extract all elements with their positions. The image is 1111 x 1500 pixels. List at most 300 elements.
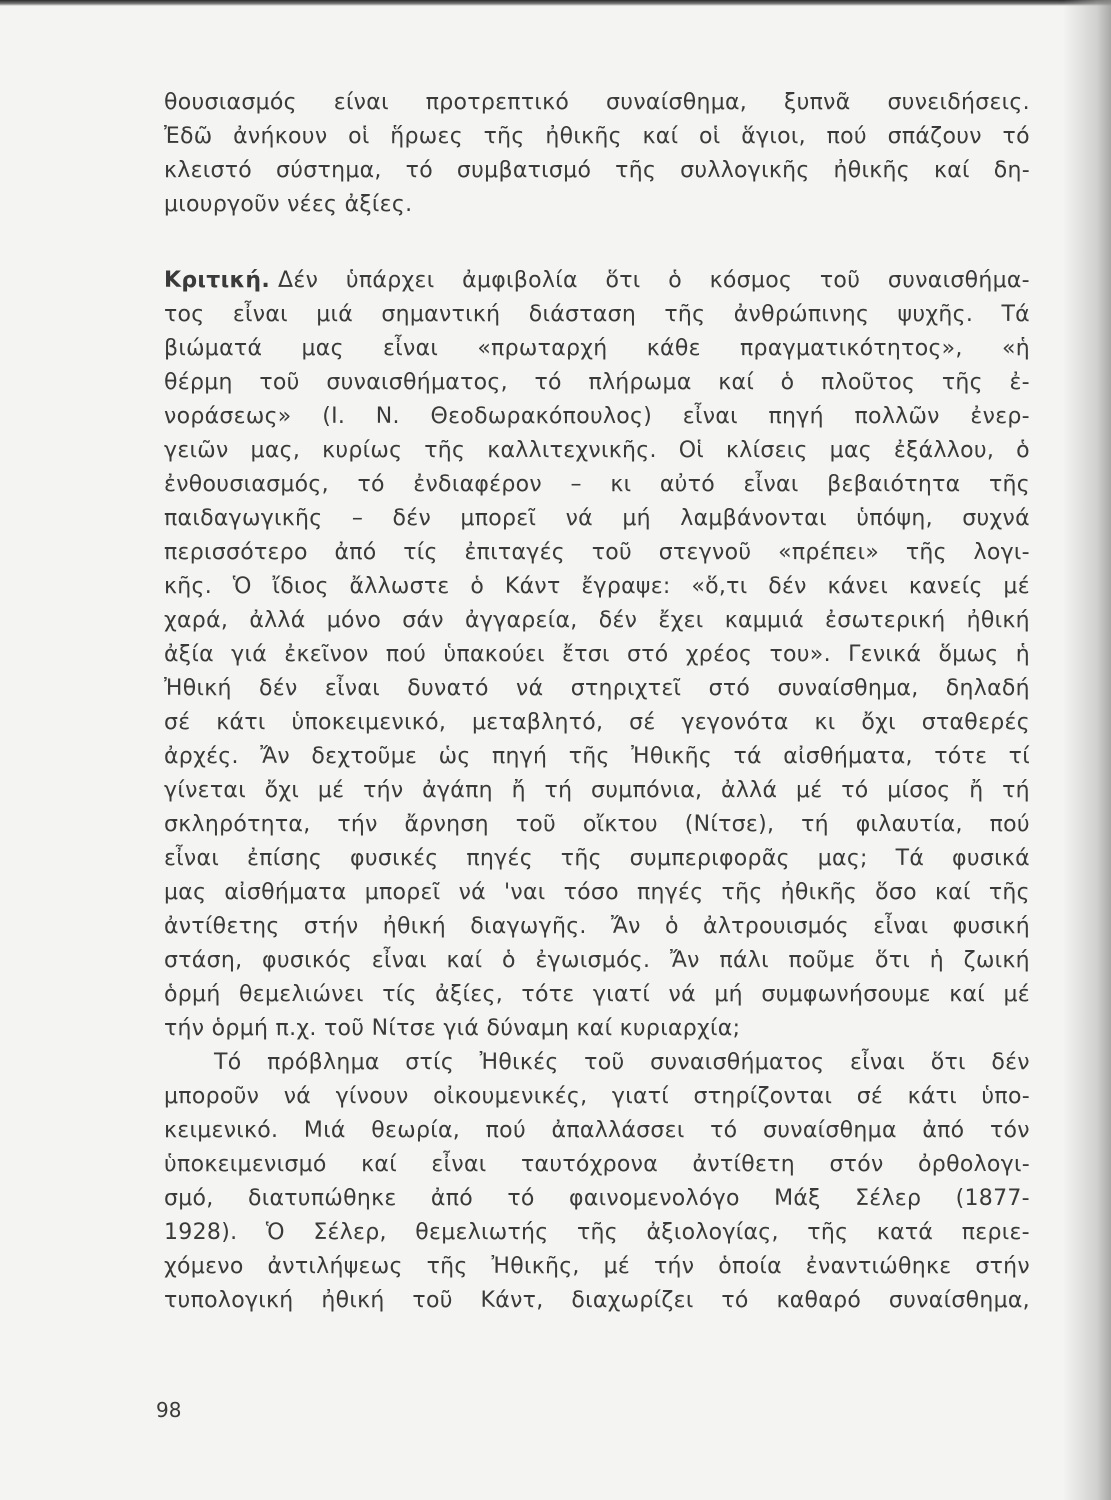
word: συναισθήματος, xyxy=(326,370,508,395)
word: συναισθήματος xyxy=(650,1050,825,1075)
word: ὡς xyxy=(438,744,471,769)
word: δυνατό xyxy=(407,676,489,701)
text-line xyxy=(164,706,1030,740)
word: συναίσθημα, xyxy=(777,676,919,701)
word: θεμελιώνει xyxy=(239,982,364,1007)
word: Ἄν xyxy=(610,914,641,939)
text-line xyxy=(164,1080,1030,1114)
page-number: 98 xyxy=(156,1398,182,1422)
word: τοῦ xyxy=(819,268,861,293)
word: εἶναι xyxy=(431,1152,487,1177)
word: ἐ- xyxy=(1009,370,1030,395)
word: βιώματά xyxy=(164,336,263,361)
word: νά xyxy=(668,982,696,1007)
word: πού xyxy=(989,812,1030,837)
word: Δέν xyxy=(278,268,319,293)
word: πρόβλημα xyxy=(267,1050,380,1075)
word: περισσότερο xyxy=(164,540,308,565)
word: συναίσθημα, xyxy=(606,90,748,115)
word: καί xyxy=(933,158,970,183)
critique-first-line xyxy=(278,264,1030,298)
word: πηγές xyxy=(636,880,704,905)
word: χρέος xyxy=(685,642,753,667)
word: γιά xyxy=(231,642,268,667)
word: ὁ xyxy=(470,574,485,599)
word: φυσικά xyxy=(952,846,1030,871)
word: γίνουν xyxy=(335,1084,409,1109)
word: εἶναι xyxy=(232,302,288,327)
word: κι xyxy=(610,472,632,497)
word: Τά xyxy=(1001,302,1030,327)
word: διάσταση xyxy=(528,302,637,327)
word: στό xyxy=(708,676,751,701)
word: ἀγγαρεία, xyxy=(465,608,578,633)
word: τά xyxy=(733,744,762,769)
word: ὑπόψη, xyxy=(856,506,933,531)
word: ἀξιολογίας, xyxy=(646,1220,779,1245)
word: θεωρία, xyxy=(371,1118,461,1143)
word: πηγές xyxy=(466,846,533,871)
word: καί xyxy=(949,982,986,1007)
text-line xyxy=(164,400,1030,434)
word: Ἠθικές xyxy=(479,1050,559,1075)
word: Ἄν xyxy=(669,948,700,973)
word: γιατί xyxy=(611,1084,670,1109)
word: ἴδιος xyxy=(272,574,329,599)
word: νοράσεως» xyxy=(164,404,292,429)
word: τυπολογική xyxy=(164,1288,294,1313)
word: πάλι xyxy=(719,948,769,973)
word: ὑπο- xyxy=(981,1084,1030,1109)
word: Ἠθικῆς xyxy=(631,744,713,769)
word: «ὅ,τι xyxy=(691,574,748,599)
word: στάση, xyxy=(164,948,243,973)
word: ἤ xyxy=(969,778,984,803)
word: καί xyxy=(934,880,971,905)
word: τή xyxy=(801,812,829,837)
word: γεγονότα xyxy=(681,710,789,735)
word: συμφωνήσουμε xyxy=(761,982,931,1007)
word: ἠθική xyxy=(382,914,447,939)
word: ἠθικῆς xyxy=(833,158,910,183)
word: τοῦ xyxy=(584,1050,625,1075)
text-line xyxy=(164,154,1030,188)
word: Σέλερ xyxy=(855,1186,922,1211)
word: μή xyxy=(622,506,651,531)
word: Κάντ, xyxy=(480,1288,544,1313)
word: διατυπώθηκε xyxy=(247,1186,397,1211)
text-line xyxy=(164,1148,1030,1182)
word: συχνά xyxy=(962,506,1030,531)
word: τό xyxy=(721,1288,749,1313)
word: εἶναι xyxy=(743,472,799,497)
word: ὁ xyxy=(1016,438,1030,463)
word: συνειδήσεις. xyxy=(887,90,1030,115)
word: πλήρωμα xyxy=(588,370,692,395)
text-line xyxy=(164,1284,1030,1318)
word: αὐτό xyxy=(659,472,716,497)
text-line: τήν ὁρμή π.χ. τοῦ Νίτσε γιά δύναμη καί κυριαρχία; xyxy=(164,1016,741,1041)
word: «ἡ xyxy=(1001,336,1030,361)
word: μίσος xyxy=(887,778,951,803)
word: ἐναντιώθηκε xyxy=(805,1254,952,1279)
word: σπάζουν xyxy=(887,124,982,149)
word: φυσικές xyxy=(350,846,439,871)
text-line xyxy=(164,570,1030,604)
word: νά xyxy=(283,1084,312,1109)
word: βεβαιότητα xyxy=(827,472,961,497)
word: καθαρό xyxy=(776,1288,862,1313)
word: τῆς xyxy=(560,846,602,871)
word: τῆς xyxy=(576,1220,618,1245)
word: νά xyxy=(565,506,593,531)
word: ἀρχές. xyxy=(164,744,239,769)
word: μεταβλητό, xyxy=(471,710,604,735)
word: κόσμος xyxy=(709,268,793,293)
word: ὅσο xyxy=(875,880,917,905)
word: οἴκτου xyxy=(582,812,658,837)
word: τῆς xyxy=(615,158,657,183)
word: ὅτι xyxy=(930,1050,966,1075)
word: ὅμως xyxy=(938,642,999,667)
word: ἀνθρώπινης xyxy=(733,302,870,327)
word: τος xyxy=(164,302,205,327)
word: στήν xyxy=(303,914,359,939)
word: στό xyxy=(627,642,669,667)
paragraph-gap xyxy=(164,222,1030,264)
word: μας xyxy=(301,336,344,361)
word: συναίσθημα, xyxy=(888,1288,1030,1313)
text-line xyxy=(164,910,1030,944)
binding-shadow xyxy=(1063,0,1111,1500)
word: εἶναι xyxy=(873,914,929,939)
word: Ὁ xyxy=(232,574,252,599)
word: τῆς xyxy=(483,124,525,149)
word: Γενικά xyxy=(848,642,922,667)
text-line xyxy=(164,842,1030,876)
word: ἀνήκουν xyxy=(233,124,328,149)
word: θέρμη xyxy=(164,370,233,395)
word: φαινομενολόγο xyxy=(569,1186,740,1211)
word: γίνεται xyxy=(164,778,246,803)
word: δέν xyxy=(392,506,432,531)
word: δέν xyxy=(259,676,298,701)
word: ἐνδιαφέρον xyxy=(413,472,542,497)
word: τότε xyxy=(934,744,988,769)
word: ἔχει xyxy=(658,608,704,633)
word: ἀξίες, xyxy=(435,982,503,1007)
word: ἄλλωστε xyxy=(349,574,450,599)
word: κάτι xyxy=(216,710,266,735)
word: (Νίτσε), xyxy=(684,812,775,837)
word: νά xyxy=(516,676,544,701)
word: ξυπνᾶ xyxy=(784,90,851,115)
word: ἀπό xyxy=(922,1118,965,1143)
word: τῆς xyxy=(424,438,466,463)
text-line xyxy=(164,1250,1030,1284)
word: δεχτοῦμε xyxy=(311,744,418,769)
word: σέ xyxy=(856,1084,884,1109)
word: καλλιτεχνικῆς. xyxy=(487,438,657,463)
text-line xyxy=(164,86,1030,120)
word: πηγή xyxy=(491,744,548,769)
word: συναισθήμα- xyxy=(887,268,1030,293)
word: εἶναι xyxy=(682,404,738,429)
text-line xyxy=(164,638,1030,672)
word: ἔτσι xyxy=(562,642,610,667)
word: Ἐδῶ xyxy=(164,124,213,149)
word: μέ xyxy=(1003,982,1030,1007)
word: ὁρμή xyxy=(164,982,221,1007)
word: δέν xyxy=(598,608,638,633)
word: καί xyxy=(718,370,755,395)
word: ὄχι xyxy=(861,710,896,735)
word: τοῦ xyxy=(412,1288,453,1313)
word: ἐπίσης xyxy=(246,846,323,871)
word: ἤ xyxy=(511,778,526,803)
word: πηγή xyxy=(768,404,824,429)
word: καί xyxy=(446,948,483,973)
word: ἐκεῖνον xyxy=(284,642,369,667)
word: μας, xyxy=(250,438,301,463)
text-line xyxy=(164,1046,1030,1080)
word: του». xyxy=(769,642,831,667)
word: τό xyxy=(710,1118,738,1143)
word: τόσο xyxy=(563,880,619,905)
word: ὀρθολογι- xyxy=(918,1152,1030,1177)
word: τῆς xyxy=(988,880,1030,905)
word: καί xyxy=(361,1152,397,1177)
word: κυρίως xyxy=(322,438,403,463)
word: ὑποκειμενικό, xyxy=(291,710,447,735)
word: ἀλλά xyxy=(721,778,778,803)
word: ἀγάπη xyxy=(422,778,493,803)
word: προτρεπτικό xyxy=(425,90,570,115)
word: οἰκουμενικές, xyxy=(433,1084,588,1109)
word: πού xyxy=(485,1118,526,1143)
word: ἀλλά xyxy=(249,608,306,633)
word: τό xyxy=(534,370,562,395)
word: ψυχῆς. xyxy=(897,302,974,327)
word: κλειστό xyxy=(164,158,253,183)
word: αἰσθήματα, xyxy=(783,744,913,769)
word: ἠθική xyxy=(966,608,1030,633)
word: λαμβάνονται xyxy=(680,506,827,531)
word: Ἄν xyxy=(260,744,290,769)
text-line xyxy=(164,808,1030,842)
word: κλίσεις xyxy=(726,438,808,463)
word: συμπόνια, xyxy=(591,778,703,803)
word: τῆς xyxy=(721,880,763,905)
word: σταθερές xyxy=(921,710,1030,735)
word: μόνο xyxy=(326,608,382,633)
word: πολλῶν xyxy=(854,404,940,429)
word: ἠθικῆς xyxy=(780,880,858,905)
word: ἀξία xyxy=(164,642,214,667)
word: καί xyxy=(642,124,679,149)
text-line xyxy=(164,502,1030,536)
word: ὅτι xyxy=(875,948,911,973)
text-line xyxy=(164,264,1030,298)
word: παιδαγωγικῆς xyxy=(164,506,323,531)
word: ὁ xyxy=(502,948,516,973)
word: φυσικός xyxy=(262,948,353,973)
word: αἰσθήματα xyxy=(224,880,347,905)
word: 'ναι xyxy=(504,880,546,905)
word: οἱ xyxy=(699,124,721,149)
word: Ν. xyxy=(375,404,400,429)
word: γειῶν xyxy=(164,438,229,463)
word: τό xyxy=(841,778,869,803)
text-line xyxy=(164,604,1030,638)
word: σέ xyxy=(629,710,656,735)
word: ἀλτρουισμός xyxy=(703,914,850,939)
word: ἀντιλήψεως xyxy=(267,1254,403,1279)
word: ὁ xyxy=(665,914,679,939)
critique-heading: Κριτική. xyxy=(164,268,271,293)
text-line: μιουργοῦν νέες ἀξίες. xyxy=(164,192,413,217)
word: τότε xyxy=(521,982,575,1007)
word: ταυτόχρονα xyxy=(520,1152,659,1177)
word: ἡ xyxy=(1015,642,1030,667)
word: ἠθική xyxy=(321,1288,385,1313)
word: ἔγραψε: xyxy=(581,574,671,599)
word: τό xyxy=(357,472,385,497)
word: ζωική xyxy=(963,948,1030,973)
word: ὁποία xyxy=(718,1254,782,1279)
word: κάθε xyxy=(646,336,701,361)
word: θουσιασμός xyxy=(164,90,297,115)
word: θεμελιωτής xyxy=(415,1220,549,1245)
word: χαρά, xyxy=(164,608,229,633)
word: σάν xyxy=(402,608,444,633)
word: Τό xyxy=(214,1050,242,1075)
word: ἐσωτερική xyxy=(825,608,946,633)
word: ἐπιταγές xyxy=(464,540,566,565)
word: Θεοδωρακόπουλος) xyxy=(430,404,653,429)
word: ἀπό xyxy=(430,1186,474,1211)
word: συλλογικῆς xyxy=(680,158,810,183)
text-line xyxy=(164,876,1030,910)
word: τῆς xyxy=(664,302,706,327)
word: μπορεῖ xyxy=(364,880,441,905)
word: τή xyxy=(544,778,573,803)
word: ποῦμε xyxy=(788,948,856,973)
word: διαχωρίζει xyxy=(571,1288,694,1313)
word: ἡ xyxy=(929,948,944,973)
word: σμό, xyxy=(164,1186,214,1211)
word: δη- xyxy=(993,158,1030,183)
word: ἀπαλλάσσει xyxy=(551,1118,685,1143)
word: οἱ xyxy=(348,124,370,149)
word: μπορεῖ xyxy=(460,506,537,531)
text-line xyxy=(164,332,1030,366)
word: κῆς. xyxy=(164,574,213,599)
word: μέ xyxy=(796,778,823,803)
text-line xyxy=(164,536,1030,570)
word: σέ xyxy=(164,710,191,735)
word: μποροῦν xyxy=(164,1084,260,1109)
word: Ὁ xyxy=(265,1220,285,1245)
word: σύστημα, xyxy=(276,158,382,183)
word: Ἠθικῆς, xyxy=(491,1254,580,1279)
word: ὑπακούει xyxy=(443,642,545,667)
word: τίς xyxy=(403,540,438,565)
word: μας; xyxy=(817,846,868,871)
word: συναίσθημα xyxy=(763,1118,897,1143)
word: Σέλερ, xyxy=(313,1220,387,1245)
word: εἶναι xyxy=(164,846,220,871)
word: κι xyxy=(814,710,836,735)
book-page-text xyxy=(164,86,1030,1318)
word: στήν xyxy=(975,1254,1030,1279)
word: ὁ xyxy=(780,370,795,395)
word: τήν xyxy=(363,778,404,803)
word: συμβατισμό xyxy=(456,158,592,183)
word: τῆς xyxy=(941,370,983,395)
word: ἀντίθετης xyxy=(164,914,280,939)
word: Κάντ xyxy=(504,574,561,599)
word: τό xyxy=(1002,124,1030,149)
word: ὑπάρχει xyxy=(345,268,435,293)
text-line xyxy=(164,1182,1030,1216)
word: τῆς xyxy=(426,1254,468,1279)
word: σημαντική xyxy=(381,302,501,327)
word: – xyxy=(570,472,582,497)
word: ἀμφιβολία xyxy=(462,268,578,293)
text-line xyxy=(164,978,1030,1012)
word: ἐνθουσιασμός, xyxy=(164,472,329,497)
word: εἶναι xyxy=(850,1050,906,1075)
word: «πρωταρχή xyxy=(477,336,608,361)
word: δηλαδή xyxy=(945,676,1030,701)
word: Μιά xyxy=(303,1118,346,1143)
word: ὅτι xyxy=(605,268,641,293)
word: πλοῦτος xyxy=(821,370,916,395)
word: ἐνερ- xyxy=(970,404,1030,429)
text-line xyxy=(164,774,1030,808)
word: πού xyxy=(826,124,867,149)
word: (Ι. xyxy=(322,404,346,429)
word: στεγνοῦ xyxy=(658,540,752,565)
word: λογι- xyxy=(973,540,1030,565)
word: στηριχτεῖ xyxy=(570,676,682,701)
word: εἶναι xyxy=(324,676,380,701)
text-line xyxy=(164,1114,1030,1148)
word: ἀπό xyxy=(334,540,377,565)
word: Μάξ xyxy=(774,1186,821,1211)
word: κανείς xyxy=(908,574,983,599)
text-line xyxy=(164,366,1030,400)
word: τό xyxy=(507,1186,535,1211)
word: στόν xyxy=(829,1152,884,1177)
word: ἠθικῆς xyxy=(545,124,622,149)
word: τήν xyxy=(654,1254,695,1279)
word: ὁ xyxy=(668,268,682,293)
word: δέν xyxy=(768,574,807,599)
word: μέ xyxy=(317,778,345,803)
word: τοῦ xyxy=(259,370,300,395)
word: τήν xyxy=(337,812,378,837)
word: κατά xyxy=(876,1220,934,1245)
word: ἅγιοι, xyxy=(741,124,806,149)
word: τῆς xyxy=(807,1220,849,1245)
word: κάτι xyxy=(907,1084,957,1109)
word: 1928). xyxy=(164,1220,238,1245)
word: τῆς xyxy=(988,472,1030,497)
paragraph-3 xyxy=(164,1046,1030,1318)
word: τό xyxy=(405,158,433,183)
